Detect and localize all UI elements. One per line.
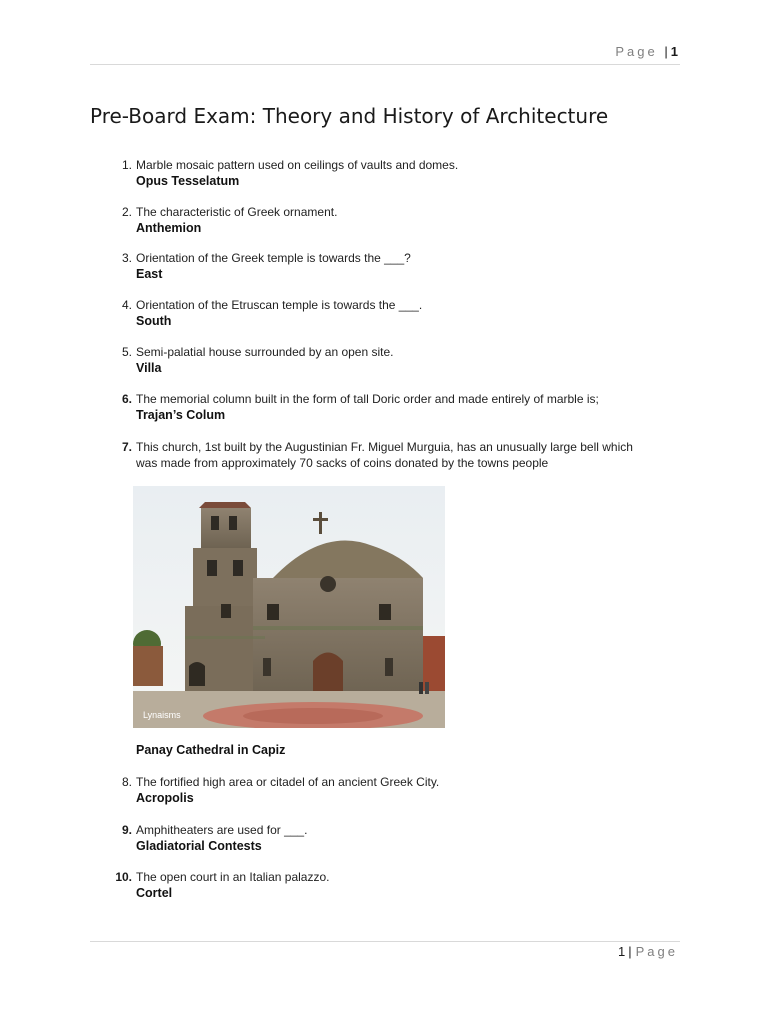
header-rule <box>90 64 680 65</box>
question-number: 5. <box>121 345 132 359</box>
question-number: 8. <box>121 775 132 789</box>
question-item <box>110 869 670 901</box>
question-number: 1. <box>121 158 132 172</box>
question-number: 3. <box>121 251 132 265</box>
question-item <box>110 250 670 282</box>
page-label: Page <box>615 44 658 59</box>
answer-text: Opus Tesselatum <box>136 174 240 188</box>
answer-text: Gladiatorial Contests <box>136 839 262 853</box>
page-separator: | <box>664 44 668 59</box>
answer-text: Panay Cathedral in Capiz <box>136 743 286 757</box>
question-number: 6. <box>121 392 132 406</box>
question-item <box>110 157 670 189</box>
question-text: The open court in an Italian palazzo. <box>136 870 330 884</box>
question-text: The characteristic of Greek ornament. <box>136 205 338 219</box>
question-item <box>110 344 670 376</box>
question-number: 4. <box>121 298 132 312</box>
page-header <box>615 44 678 59</box>
answer-text: Anthemion <box>136 221 202 235</box>
footer-separator: | <box>628 944 632 959</box>
question-text: Marble mosaic pattern used on ceilings of vaults and domes. <box>136 158 459 172</box>
page-title: Pre-Board Exam: Theory and History of Architecture <box>90 104 609 128</box>
page-number: 1 <box>670 44 678 59</box>
answer-text: Trajan’s Colum <box>136 408 226 422</box>
answer-text: Cortel <box>136 886 173 900</box>
question-number: 10. <box>115 870 132 884</box>
question-text: The memorial column built in the form of tall Doric order and made entirely of marble is; <box>136 392 599 406</box>
footer-page-label: Page <box>635 944 678 959</box>
photo-watermark: Lynaisms <box>143 710 181 720</box>
answer-text: Acropolis <box>136 791 194 805</box>
question-item <box>110 297 670 329</box>
question-text: Orientation of the Greek temple is towards the ___? <box>136 251 411 265</box>
question-text: Orientation of the Etruscan temple is towards the ___. <box>136 298 423 312</box>
page-footer <box>618 944 678 959</box>
question-item <box>110 822 670 854</box>
church-photo <box>133 486 445 728</box>
footer-page-number: 1 <box>618 944 626 959</box>
question-text: Semi-palatial house surrounded by an open site. <box>136 345 394 359</box>
question-number: 2. <box>121 205 132 219</box>
answer-text: Villa <box>136 361 162 375</box>
question-item <box>110 391 670 423</box>
question-text: Amphitheaters are used for ___. <box>136 823 308 837</box>
question-text: The fortified high area or citadel of an ancient Greek City. <box>136 775 440 789</box>
question-item <box>110 204 670 236</box>
question-item <box>110 439 670 471</box>
answer-text: South <box>136 314 172 328</box>
answer-text: East <box>136 267 163 281</box>
question-text: This church, 1st built by the Augustinian Fr. Miguel Murguia, has an unusually large bell which was made from approximately 70 sacks of coins donated by the towns people <box>136 440 633 470</box>
question-item <box>110 774 670 806</box>
question-number: 7. <box>121 440 132 454</box>
footer-rule <box>90 941 680 942</box>
question-number: 9. <box>121 823 132 837</box>
